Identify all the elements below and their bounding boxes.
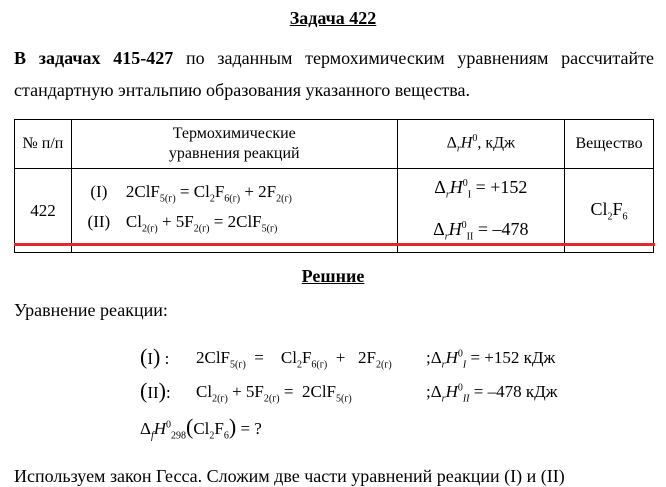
table-header-row: [15, 120, 654, 169]
header-substance: Вещество: [565, 120, 654, 169]
table-eq2-label: (II): [87, 211, 111, 231]
table-equation-2: (II) $Cl_{2(г)} + 5F_{2(г)} = 2ClF_{5(г)}$: [72, 211, 397, 240]
solution-question-value: = ?: [240, 419, 262, 438]
solution-eq1: 2ClF$_{5(г)}$ = $Cl_2F_{6(г)} + 2F_{2(г)}$: [196, 348, 392, 371]
table-dh2-value: = –478: [477, 218, 529, 239]
row-equations: [71, 169, 397, 253]
task-table: [14, 119, 654, 253]
task-title: Задача 422: [289, 8, 377, 28]
bottom-text: Используем закон Гесса. Сложим две части уравнений реакции (I) и (II): [14, 466, 565, 486]
red-underline: [14, 243, 655, 246]
solution-eq2-label: (II):: [140, 378, 171, 403]
header-num: № п/п: [15, 120, 72, 169]
solution-eq2-label-text: II: [147, 383, 159, 402]
solution-eq1-label: (I) :: [140, 344, 170, 369]
solution-eq2: $Cl_{2(г)} + 5F_{2(г)} = 2ClF_{5(г)}$: [196, 382, 352, 405]
header-equations: Термохимические уравнения реакций: [71, 120, 397, 169]
table-equation-1: (I) $2ClF_{5(г)} = Cl_2F_{6(г)} + 2F_{2(г)}$: [72, 181, 397, 210]
row-substance: $Cl_2F_6$: [565, 169, 654, 253]
solution-eq1-label-text: I: [147, 349, 153, 368]
solution-question: $\Delta_fH^0_{298}(Cl_2F_6)$ = ?: [140, 414, 262, 442]
table-dh1: $\Delta_rH^0_I = +152$: [434, 177, 528, 201]
table-row: [15, 169, 654, 253]
solution-dh1-value: = +152 кДж: [470, 348, 556, 367]
table-dh2: $\Delta_rH^0_{II} = -478$: [433, 218, 529, 243]
solution-dh2-value: = –478 кДж: [473, 382, 558, 401]
intro-bold: В задачах 415-427: [14, 48, 174, 68]
header-enthalpy-unit: , кДж: [477, 134, 516, 152]
table-eq1-label: (I): [90, 182, 108, 202]
header-enthalpy: $\Delta_rH^0$, кДж: [397, 120, 564, 169]
equation-label: Уравнение реакции:: [14, 300, 168, 320]
intro-text: по заданным термохимическим уравнениям рассчитайте стандартную энтальпию образования указанного вещества.: [14, 48, 654, 100]
table-dh1-value: = +152: [475, 177, 528, 197]
solution-dh2: $;\Delta_rH^0_{II} = -478$ кДж: [426, 382, 558, 405]
solution-dh1: $;\Delta_rH^0_I = +152$ кДж: [426, 348, 556, 371]
row-enthalpies: [397, 169, 564, 253]
solution-title: Решние: [301, 266, 365, 286]
row-num: 422: [15, 169, 72, 253]
task-intro: [14, 42, 654, 106]
